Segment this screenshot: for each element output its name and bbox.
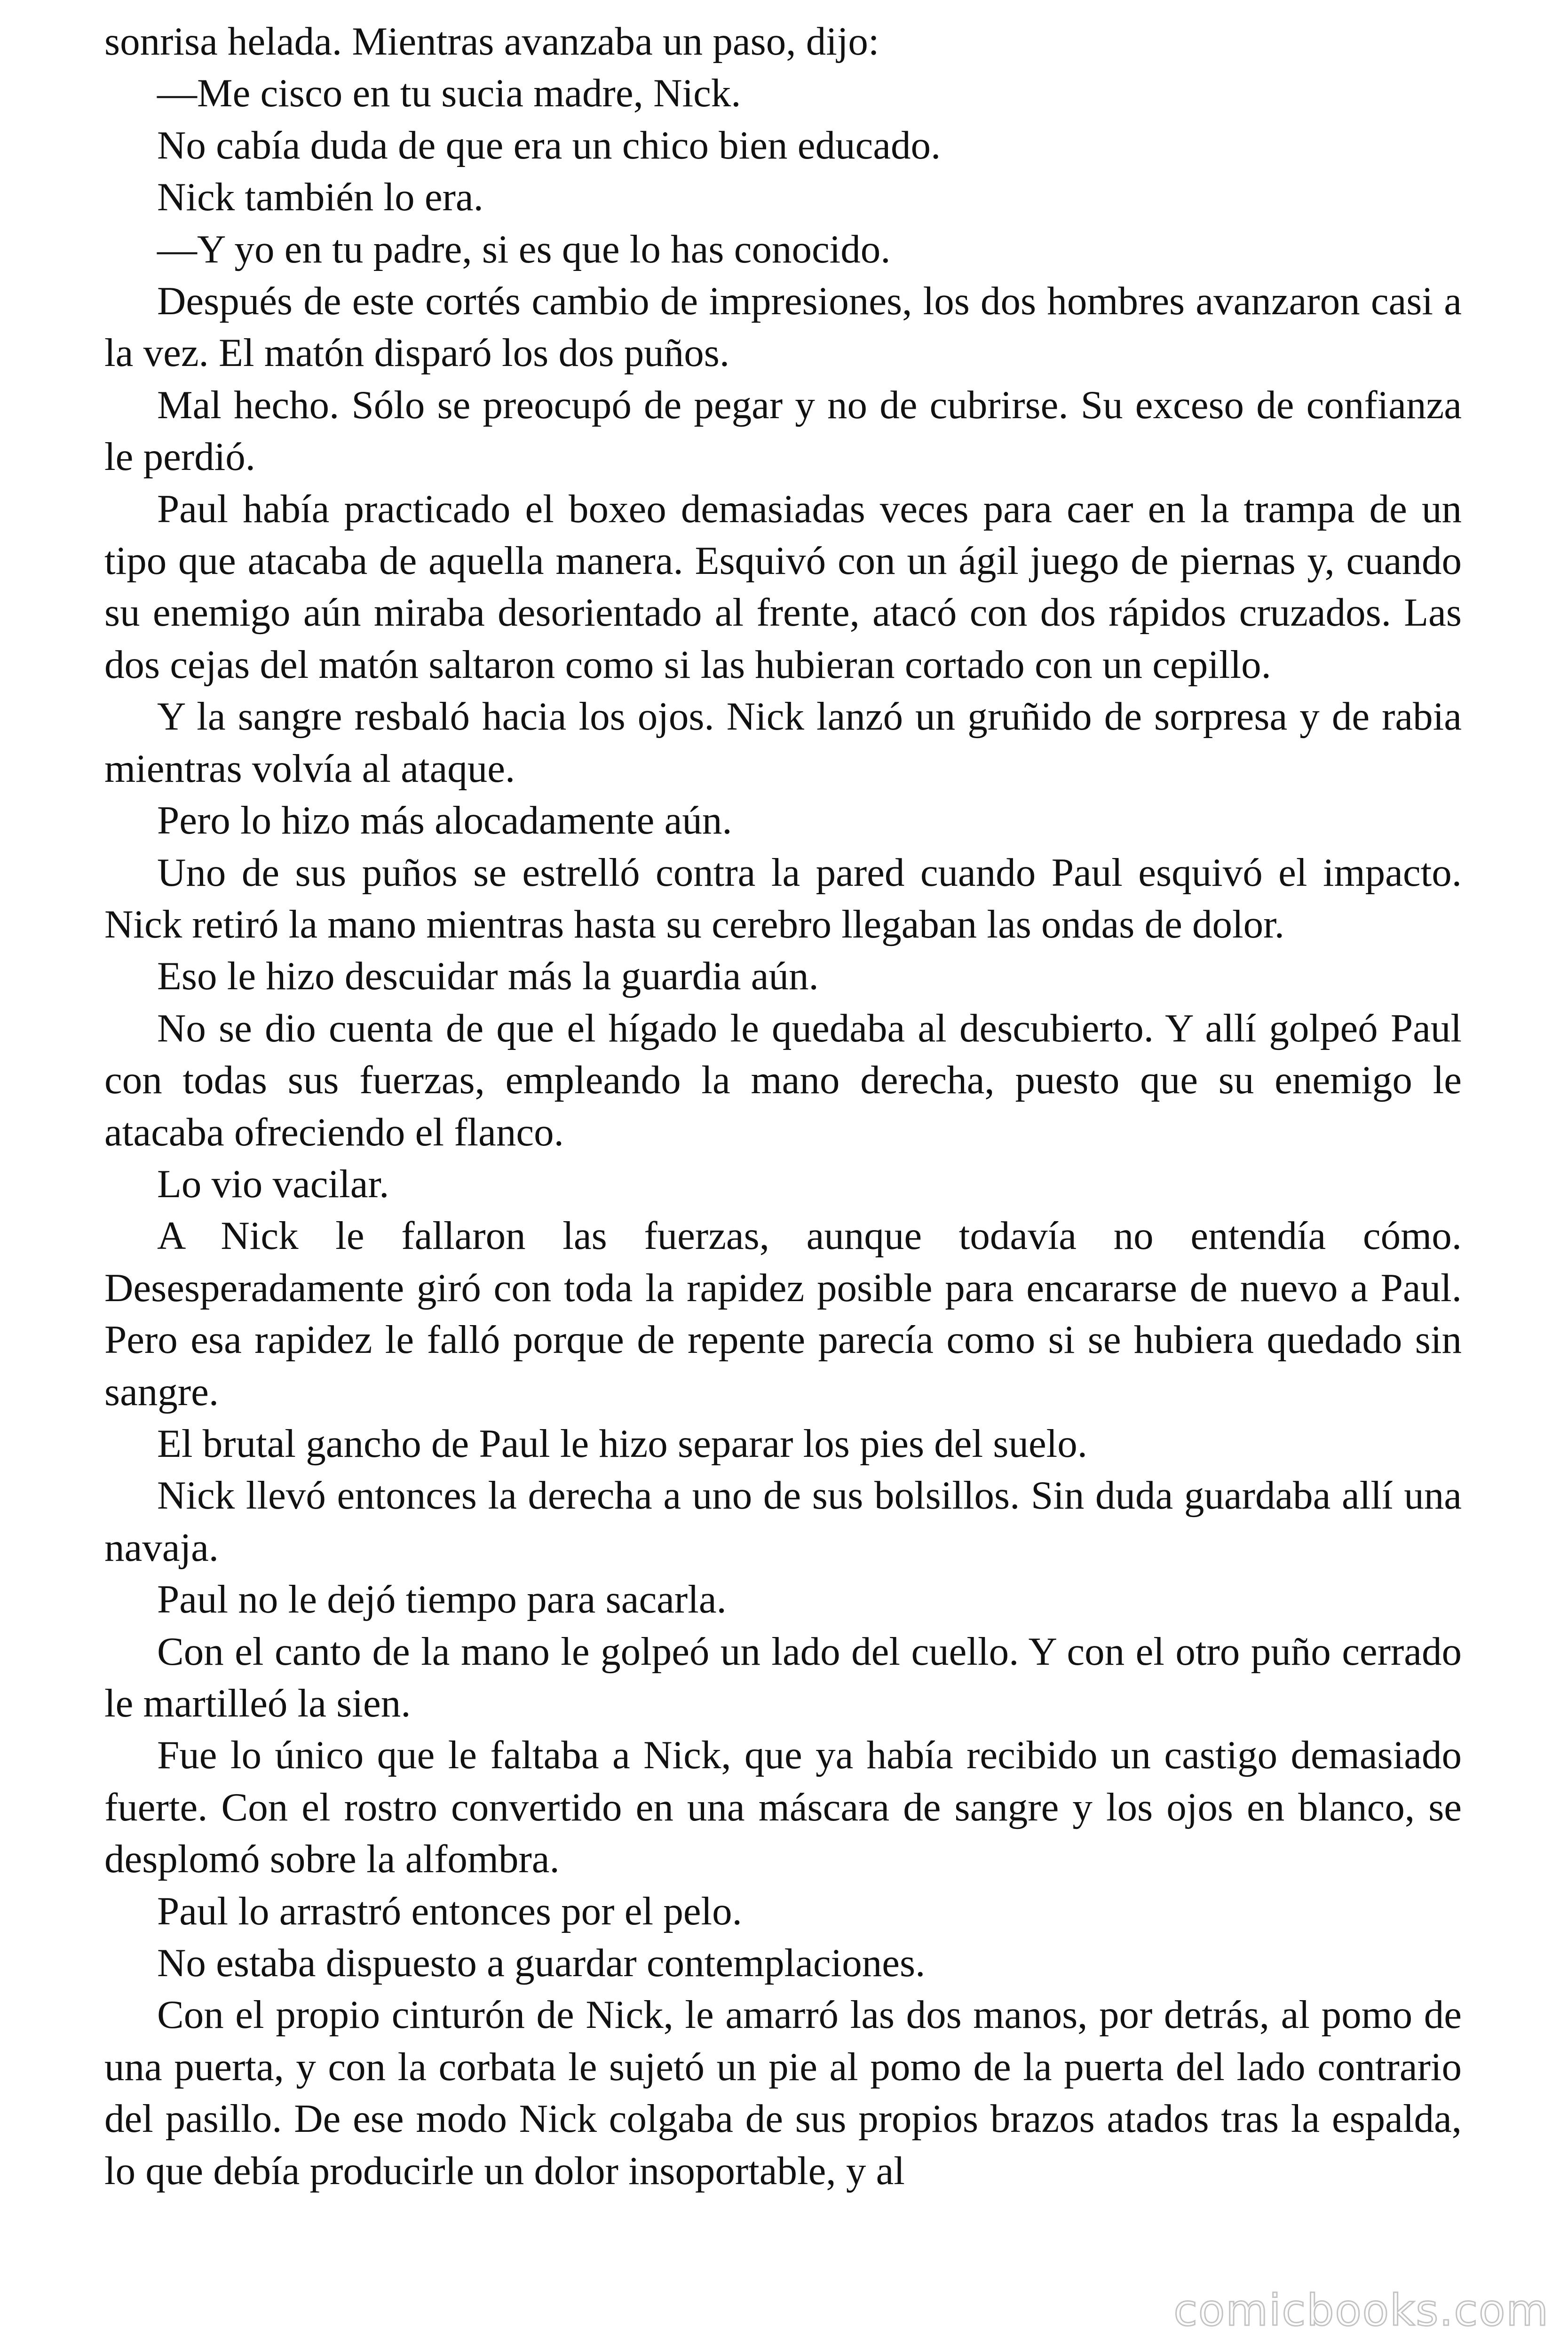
- paragraph: —Me cisco en tu sucia madre, Nick.: [157, 71, 741, 116]
- paragraph: Y la sangre resbaló hacia los ojos. Nick lanzó un gruñido de sorpresa y de rabia mientras volvía al ataque.: [104, 694, 1462, 791]
- paragraph: —Y yo en tu padre, si es que lo has conocido.: [157, 227, 891, 271]
- paragraph: No cabía duda de que era un chico bien educado.: [157, 123, 941, 167]
- body-text: [104, 16, 1462, 2197]
- watermark-logo: comicbooks.com: [1173, 2285, 1549, 2336]
- paragraph: Paul había practicado el boxeo demasiadas veces para caer en la trampa de un tipo que atacaba de aquella manera. Esquivó con un ágil juego de piernas y, cuando su enemigo aún miraba desorientado al frente, atacó con dos rápidos cruzados. Las dos cejas del matón saltaron como si las hubieran cortado con un cepillo.: [104, 486, 1462, 687]
- paragraph: sonrisa helada. Mientras avanzaba un paso, dijo:: [104, 19, 879, 64]
- paragraph: Pero lo hizo más alocadamente aún.: [157, 798, 732, 843]
- paragraph: Lo vio vacilar.: [157, 1161, 389, 1206]
- paragraph: A Nick le fallaron las fuerzas, aunque todavía no entendía cómo. Desesperadamente giró con toda la rapidez posible para encararse de nuevo a Paul. Pero esa rapidez le falló porque de repente parecía como si se hubiera quedado sin sangre.: [104, 1214, 1462, 1414]
- paragraph: Con el propio cinturón de Nick, le amarró las dos manos, por detrás, al pomo de una puerta, y con la corbata le sujetó un pie al pomo de la puerta del lado contrario del pasillo. De ese modo Nick colgaba de sus propios brazos atados tras la espalda, lo que debía producirle un dolor insoportable, y al: [104, 1993, 1462, 2193]
- paragraph: No se dio cuenta de que el hígado le quedaba al descubierto. Y allí golpeó Paul con todas sus fuerzas, empleando la mano derecha, puesto que su enemigo le atacaba ofreciendo el flanco.: [104, 1006, 1462, 1154]
- paragraph: Uno de sus puños se estrelló contra la pared cuando Paul esquivó el impacto. Nick retiró la mano mientras hasta su cerebro llegaban las ondas de dolor.: [104, 850, 1462, 946]
- paragraph: Paul no le dejó tiempo para sacarla.: [157, 1577, 727, 1622]
- paragraph: Después de este cortés cambio de impresiones, los dos hombres avanzaron casi a la vez. El matón disparó los dos puños.: [104, 279, 1462, 375]
- paragraph: No estaba dispuesto a guardar contemplaciones.: [157, 1941, 926, 1986]
- paragraph: Eso le hizo descuidar más la guardia aún.: [157, 954, 819, 999]
- paragraph: Nick llevó entonces la derecha a uno de sus bolsillos. Sin duda guardaba allí una navaja.: [104, 1473, 1462, 1570]
- paragraph: Con el canto de la mano le golpeó un lado del cuello. Y con el otro puño cerrado le martilleó la sien.: [104, 1629, 1462, 1725]
- paragraph: El brutal gancho de Paul le hizo separar los pies del suelo.: [157, 1421, 1088, 1466]
- paragraph: Fue lo único que le faltaba a Nick, que ya había recibido un castigo demasiado fuerte. Con el rostro convertido en una máscara de sangre y los ojos en blanco, se desplomó sobre la alfombra.: [104, 1733, 1462, 1882]
- paragraph: Mal hecho. Sólo se preocupó de pegar y no de cubrirse. Su exceso de confianza le perdió.: [104, 382, 1462, 479]
- paragraph: Nick también lo era.: [157, 175, 483, 220]
- paragraph: Paul lo arrastró entonces por el pelo.: [157, 1889, 742, 1933]
